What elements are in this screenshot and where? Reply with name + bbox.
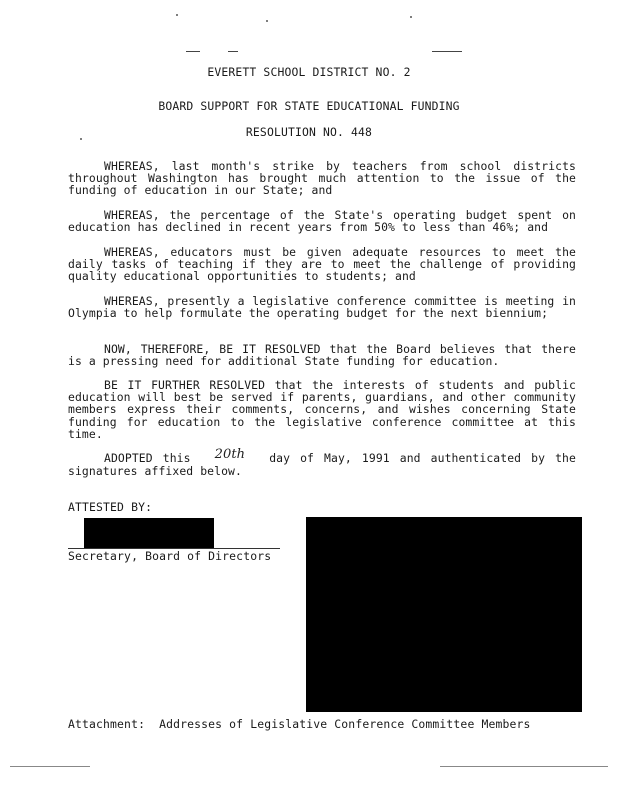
clause-text: WHEREAS, last month's strike by teachers from school districts throughout Washington has brought much attention to the issue of the funding of education in our State; and [68, 159, 576, 198]
adoption-prefix: ADOPTED this [104, 451, 191, 465]
district-title: EVERETT SCHOOL DISTRICT NO. 2 [207, 65, 411, 79]
resolution-subject: BOARD SUPPORT FOR STATE EDUCATIONAL FUNDING [158, 99, 460, 113]
attested-label: ATTESTED BY: [68, 500, 153, 514]
further-resolved-clause [68, 379, 576, 440]
clause-text: WHEREAS, educators must be given adequate resources to meet the daily tasks of teaching if they are to meet the challenge of providing quality educational opportunities to students; and [68, 245, 576, 284]
scan-mark [228, 51, 238, 52]
adoption-clause [68, 447, 576, 479]
whereas-clause-2 [68, 209, 576, 233]
scan-speck [176, 14, 178, 16]
whereas-clause-1 [68, 160, 576, 197]
clause-text: WHEREAS, presently a legislative conference committee is meeting in Olympia to help formulate the operating budget for the next biennium; [68, 294, 576, 321]
clause-text: BE IT FURTHER RESOLVED that the interests of students and public education will best be served if parents, guardians, and other community members express their comments, concerns, and wishes concerning State funding for education to the legislative conference committee at this time. [68, 378, 576, 441]
whereas-clause-3 [68, 246, 576, 283]
resolution-number: RESOLUTION NO. 448 [245, 125, 373, 139]
scan-mark [186, 51, 200, 52]
redacted-signature-left [84, 518, 214, 548]
resolved-clause [68, 343, 576, 367]
handwritten-day: 20th [214, 447, 246, 462]
page-edge-line [440, 766, 608, 767]
adoption-suffix: day of May, 1991 and authenticated by the signatures affixed below. [68, 451, 576, 479]
scan-mark [432, 51, 462, 52]
secretary-label: Secretary, Board of Directors [68, 549, 272, 563]
attachment-note: Attachment: Addresses of Legislative Conference Committee Members [68, 717, 531, 731]
scan-speck [266, 20, 268, 22]
page-edge-line [10, 766, 90, 767]
scan-speck [80, 138, 82, 140]
redacted-signature-block [306, 517, 582, 712]
clause-text: NOW, THEREFORE, BE IT RESOLVED that the Board believes that there is a pressing need for additional State funding for education. [68, 342, 576, 369]
clause-text: WHEREAS, the percentage of the State's operating budget spent on education has declined in recent years from 50% to less than 46%; and [68, 208, 576, 235]
scan-speck [410, 16, 412, 18]
whereas-clause-4 [68, 295, 576, 319]
